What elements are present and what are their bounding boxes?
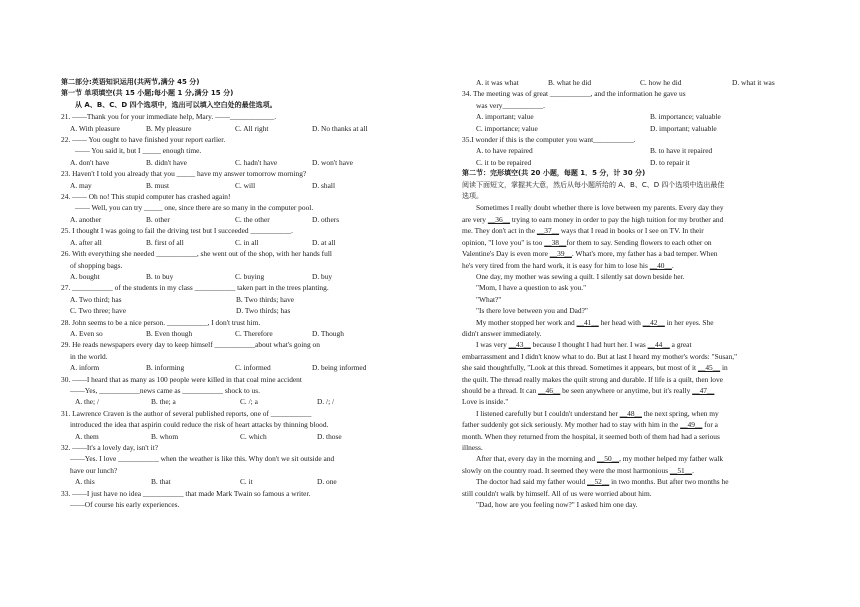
question-24 xyxy=(61,191,403,225)
blank-42: __42__ xyxy=(642,317,665,327)
p7-line-3b: in xyxy=(720,363,728,373)
q21-stem: 21. ——Thank you for your immediate help, Mary. ——____________. xyxy=(61,112,277,122)
q30-stem-2: ——Yes, ___________news came as ___________ shock to us. xyxy=(70,385,260,395)
q24-option-a: A. another xyxy=(70,214,102,224)
q34-option-b: B. importance; valuable xyxy=(650,112,721,122)
q30-stem: 30. ——I heard that as many as 100 people were killed in that coal mine accident xyxy=(61,374,302,384)
q23-stem: 23. Haven't I told you already that you _____ have my answer tomorrow morning? xyxy=(61,169,307,179)
blank-52: __52__ xyxy=(587,477,610,487)
q22-stem-2: —— You said it, but I _____ enough time. xyxy=(75,146,202,156)
q28-option-c: C. Therefore xyxy=(235,328,273,338)
q24-options xyxy=(61,214,403,225)
part2-title: 第二部分:英语知识运用(共两节,满分 45 分) xyxy=(61,78,200,86)
q35-options-1 xyxy=(462,145,808,156)
p1-line-6 xyxy=(462,260,808,271)
q29-stem: 29. He reads newspapers every day to keep himself ___________about what's going on xyxy=(61,340,320,350)
q22-options xyxy=(61,157,403,168)
q32-stem-3: have our lunch? xyxy=(70,465,118,475)
q31-option-a: A. them xyxy=(75,431,99,441)
p8-line-4: illness. xyxy=(462,443,483,452)
q25-stem: 25. I thought I was going to fail the driving test but I succeeded ___________. xyxy=(61,226,293,236)
q22-option-a: A. don't have xyxy=(70,157,110,167)
q27-options-1 xyxy=(61,294,403,305)
q25-option-c: C. in all xyxy=(235,237,259,247)
p4-line: "What?" xyxy=(476,294,502,304)
q34-stem: 34. The meeting was of great ___________, and the information he gave us xyxy=(462,89,686,99)
left-column xyxy=(61,77,403,510)
q21-option-d: D. No thanks at all xyxy=(312,123,368,133)
question-29 xyxy=(61,339,403,373)
q34-stem-2: was very___________. xyxy=(476,100,545,110)
q29-option-a: A. inform xyxy=(70,363,100,373)
p7-line-4: the quilt. The thread really makes the quilt strong and durable. If life is a quilt, then love xyxy=(462,374,723,384)
q31-options xyxy=(61,431,403,442)
q34-option-a: A. important; value xyxy=(476,112,534,122)
q29-option-b: B. informing xyxy=(146,363,185,373)
blank-41: __41__ xyxy=(576,317,599,327)
blank-40: __40__ xyxy=(649,260,672,270)
q31-option-c: C. which xyxy=(240,431,267,441)
blank-36: __36__ xyxy=(487,214,511,224)
blank-50: __50__ xyxy=(596,454,620,464)
blank-38: __38__ xyxy=(544,237,567,247)
q35-option-b: B. to have it repaired xyxy=(650,146,713,156)
question-32 xyxy=(61,442,403,488)
q31-option-d: D. those xyxy=(317,431,342,441)
q26-option-c: C. buying xyxy=(235,271,265,281)
p9-line-2a: slowly on the country road. It seemed they were the most harmonious xyxy=(462,465,670,475)
q29-option-c: C. informed xyxy=(235,363,271,373)
q32-option-c: C. it xyxy=(240,477,253,487)
p5-line: "Is there love between you and Dad?" xyxy=(476,306,588,316)
p1-line-5b: . What's more, my father has a bad temper. When xyxy=(571,249,718,259)
p1-line-3 xyxy=(462,225,808,236)
q32-option-d: D. one xyxy=(317,477,337,487)
q25-option-a: A. after all xyxy=(70,237,102,247)
blank-47: __47__ xyxy=(692,385,715,395)
q35-option-a: A. to have repaired xyxy=(476,146,533,156)
q23-option-d: D. shall xyxy=(312,180,335,190)
q21-option-b: B. My pleasure xyxy=(146,123,192,133)
q24-option-d: D. others xyxy=(312,214,340,224)
q24-stem-2: —— Well, you can try _____ one, since there are so many in the computer pool. xyxy=(75,203,314,213)
q22-option-b: B. didn't have xyxy=(146,157,187,167)
q26-stem: 26. With everything she needed ___________, she went out of the shop, with her hands full xyxy=(61,249,332,259)
blank-37: __37__ xyxy=(536,226,560,236)
q34-option-d: D. important; valuable xyxy=(650,123,717,133)
p6-line-1a: My mother stopped her work and xyxy=(476,317,577,327)
question-21 xyxy=(61,111,403,134)
q34-options-2 xyxy=(462,123,808,134)
q33-options xyxy=(462,77,808,88)
q35-option-d: D. to repair it xyxy=(650,157,690,167)
q32-stem: 32. ——It's a lovely day, isn't it? xyxy=(61,443,159,452)
q32-stem-2: ——Yes. I love ___________ when the weather is like this. Why don't we sit outside and xyxy=(70,454,335,464)
p7-line-2: embarrassment and I didn't know what to do. But at last I heard my mother's words: "Susan," xyxy=(462,351,738,361)
right-column xyxy=(462,77,808,510)
blank-39: __39__ xyxy=(549,249,572,259)
question-22 xyxy=(61,134,403,168)
p1-line-4b: for them to say. Sending flowers to each other on xyxy=(566,237,712,247)
q28-stem: 28. John seems to be a nice person. ___________, I don't trust him. xyxy=(61,317,261,327)
p7-line-6: Love is inside." xyxy=(462,397,509,407)
p9-line-2b: . xyxy=(692,465,694,475)
q33-stem-2: ——Of course his early experiences. xyxy=(70,500,180,510)
q24-option-c: C. the other xyxy=(235,214,270,224)
question-23 xyxy=(61,168,403,191)
p7-line-3a: she said thoughtfully, "Look at this thread. Sometimes it appears, but most of it xyxy=(462,363,698,373)
q29-options xyxy=(61,362,403,373)
q26-options xyxy=(61,271,403,282)
question-34 xyxy=(462,88,808,134)
question-26 xyxy=(61,248,403,282)
q25-option-d: D. at all xyxy=(312,237,336,247)
p7-line-3 xyxy=(462,362,808,373)
q33-option-b: B. what he did xyxy=(548,78,592,87)
blank-46: __46__ xyxy=(538,385,561,395)
p11-line: "Dad, how are you feeling now?" I asked him one day. xyxy=(476,500,638,510)
blank-45: __45__ xyxy=(697,363,721,373)
p7-line-5a: should be a thread. It can xyxy=(462,385,539,395)
sec1-instructions: 从 A、B、C、D 四个选项中，选出可以填入空白处的最佳选项。 xyxy=(75,100,277,109)
q33-option-c: C. how he did xyxy=(640,78,682,87)
q25-options xyxy=(61,237,403,248)
p6-line-1 xyxy=(462,317,808,328)
q25-option-b: B. first of all xyxy=(146,237,184,247)
q35-options-2 xyxy=(462,157,808,168)
q28-option-a: A. Even so xyxy=(70,328,103,338)
p10-line-2: still couldn't walk by himself. All of us were worried about him. xyxy=(462,488,652,498)
sec2-title: 第二节：完形填空(共 20 小题，每题 1．5 分，计 30 分) xyxy=(462,169,646,178)
q24-stem: 24. —— Oh no! This stupid computer has crashed again! xyxy=(61,192,231,202)
p6-line-1c: in her eyes. She xyxy=(664,317,714,327)
q34-option-c: C. importance; value xyxy=(476,123,538,133)
blank-49: __49__ xyxy=(680,420,703,430)
q31-option-b: B. whom xyxy=(151,431,179,441)
p1-line-2a: are very xyxy=(462,214,488,224)
q23-option-a: A. may xyxy=(70,180,92,190)
blank-43: __43__ xyxy=(508,340,531,350)
q23-option-c: C. will xyxy=(235,180,256,190)
p9-line-1a: After that, every day in the morning and xyxy=(476,454,597,464)
q28-option-b: B. Even though xyxy=(146,328,193,338)
blank-48: __48__ xyxy=(619,408,642,418)
question-25 xyxy=(61,225,403,248)
sec2-instructions-2: 选项。 xyxy=(462,192,483,201)
q28-options xyxy=(61,328,403,339)
q30-option-c: C. /; a xyxy=(240,397,258,407)
q31-stem-2: introduced the idea that aspirin could reduce the risk of heart attacks by thinning blood. xyxy=(70,420,329,430)
p1-line-6a: he's very tired from the hard work, it is easy for him to lose his xyxy=(462,260,650,270)
question-28 xyxy=(61,317,403,340)
q30-option-d: D. /; / xyxy=(317,397,335,407)
q27-option-c: C. Two three; have xyxy=(70,306,126,316)
p6-line-2: didn't answer immediately. xyxy=(462,328,542,338)
q21-options xyxy=(61,123,403,134)
question-27 xyxy=(61,282,403,316)
q30-option-b: B. the; a xyxy=(151,397,176,407)
q21-option-a: A. With pleasure xyxy=(70,123,120,133)
q30-option-a: A. the; / xyxy=(75,397,100,407)
q26-option-d: D. buy xyxy=(312,271,333,281)
q28-option-d: D. Though xyxy=(312,328,344,338)
q23-options xyxy=(61,180,403,191)
p7-line-1a: I was very xyxy=(476,340,509,350)
q32-option-a: A. this xyxy=(75,477,95,487)
q26-stem-2: of shopping bags. xyxy=(70,260,123,270)
sec2-instructions-1: 阅读下面短文，掌握其大意，然后从每小题所给的 A、B、C、D 四个选项中选出最佳 xyxy=(462,180,725,189)
p10-line-1b: in two months. But after two months he xyxy=(609,477,729,487)
question-31 xyxy=(61,408,403,442)
p1-line-5a: Valentine's Day is even more xyxy=(462,249,550,259)
p8-line-2b: for a xyxy=(702,420,718,430)
p8-line-1b: the next spring, when my xyxy=(641,408,719,418)
p9-line-2 xyxy=(462,465,808,476)
p1-line-2 xyxy=(462,214,808,225)
q29-stem-2: in the world. xyxy=(70,351,108,361)
p7-line-1b: because I thought I had hurt her. I was xyxy=(530,340,648,350)
question-33 xyxy=(61,488,403,511)
p7-line-5 xyxy=(462,385,808,396)
q33-stem: 33. ——I just have no idea ___________ that made Mark Twain so famous a writer. xyxy=(61,488,311,498)
p9-line-1b: , my mother helped my father walk xyxy=(619,454,724,464)
p7-line-5b: be seen anywhere or anytime, but it's really xyxy=(560,385,693,395)
question-30 xyxy=(61,374,403,408)
p1-line-4 xyxy=(462,237,808,248)
q27-option-b: B. Two thirds; have xyxy=(236,294,295,304)
p2-line: One day, my mother was sewing a quilt. I silently sat down beside her. xyxy=(476,271,685,281)
p7-line-1 xyxy=(462,339,808,350)
p8-line-3: month. When they returned from the hospital, it seemed both of them had had a serious xyxy=(462,431,720,441)
p8-line-2a: father suddenly got sick seriously. My mother had to stay with him in the xyxy=(462,420,681,430)
q24-option-b: B. other xyxy=(146,214,170,224)
q32-options xyxy=(61,476,403,487)
p8-line-1a: I listened carefully but I couldn't understand her xyxy=(476,408,620,418)
p9-line-1 xyxy=(462,453,808,464)
p1-line-5 xyxy=(462,248,808,259)
q33-option-a: A. it was what xyxy=(476,78,519,87)
p1-line-1: Sometimes I really doubt whether there is love between my parents. Every day they xyxy=(476,203,724,213)
p10-line-1 xyxy=(462,476,808,487)
p1-line-3b: ways that I read in books or I see on TV. In their xyxy=(559,226,704,236)
q23-option-b: B. must xyxy=(146,180,169,190)
q21-option-c: C. All right xyxy=(235,123,269,133)
q35-option-c: C. it to be repaired xyxy=(476,157,532,167)
q34-options-1 xyxy=(462,111,808,122)
sec1-title: 第一节 单项填空(共 15 小题;每小题 1 分,满分 15 分) xyxy=(61,89,234,98)
p3-line: "Mom, I have a question to ask you." xyxy=(476,283,587,293)
q26-option-a: A. bought xyxy=(70,271,100,281)
question-35 xyxy=(462,134,808,168)
q27-options-2 xyxy=(61,305,403,316)
q22-stem: 22. —— You ought to have finished your report earlier. xyxy=(61,135,226,145)
q32-option-b: B. that xyxy=(151,477,171,487)
q31-stem: 31. Lawrence Craven is the author of several published reports, one of ___________ xyxy=(61,408,312,418)
p1-line-6b: . xyxy=(671,260,674,270)
q29-option-d: D. being informed xyxy=(312,363,367,373)
p1-line-2b: trying to earn money in order to pay the high tuition for my brother and xyxy=(510,214,724,224)
p8-line-2 xyxy=(462,419,808,430)
blank-44: __44__ xyxy=(647,340,670,350)
p7-line-1c: a great xyxy=(669,340,692,350)
blank-51: __51__ xyxy=(669,465,693,475)
p1-line-3a: me. They don't act in the xyxy=(462,226,537,236)
q30-options xyxy=(61,396,403,407)
q33-option-d: D. what it was xyxy=(732,78,775,87)
q27-option-a: A. Two third; has xyxy=(70,294,122,304)
cloze-passage xyxy=(462,202,808,510)
q27-option-d: D. Two thirds; has xyxy=(236,306,291,316)
q22-option-c: C. hadn't have xyxy=(235,157,278,167)
q27-stem: 27. ___________ of the students in my class ___________ taken part in the trees planting. xyxy=(61,283,329,293)
p6-line-1b: her head with xyxy=(598,317,643,327)
q35-stem: 35.I wonder if this is the computer you want___________. xyxy=(462,135,636,145)
p1-line-4a: opinion, "I love you" is too xyxy=(462,237,545,247)
p8-line-1 xyxy=(462,408,808,419)
q22-option-d: D. won't have xyxy=(312,157,353,167)
p10-line-1a: The doctor had said my father would xyxy=(476,477,588,487)
q26-option-b: B. to buy xyxy=(146,271,174,281)
